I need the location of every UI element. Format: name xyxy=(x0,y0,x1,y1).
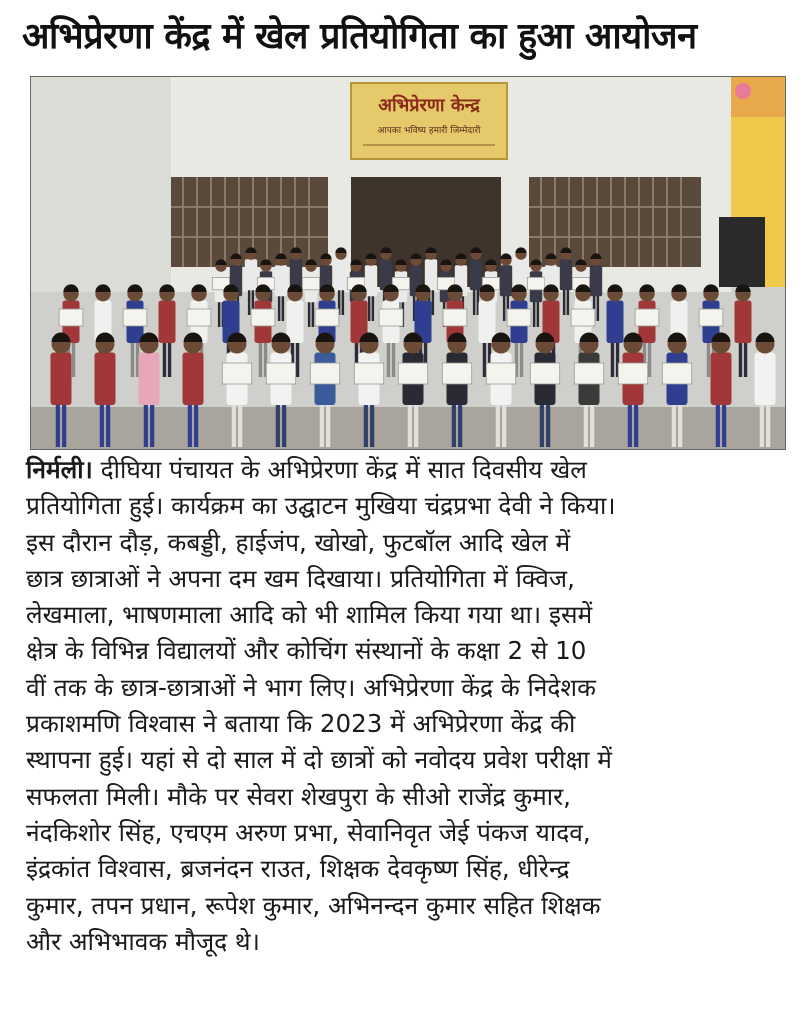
article-line: वीं तक के छात्र-छात्राओं ने भाग लिए। अभिप्रेरणा केंद्र के निदेशक xyxy=(26,672,596,702)
certificate xyxy=(59,309,83,326)
student-body xyxy=(159,301,176,344)
student-body xyxy=(51,353,72,406)
student-leg xyxy=(320,403,324,447)
student-leg xyxy=(483,341,486,377)
article-line: कुमार, तपन प्रधान, रूपेश कुमार, अभिनन्दन कुमार सहित शिक्षक xyxy=(26,890,601,920)
certificate xyxy=(618,363,647,384)
student-leg xyxy=(722,403,726,447)
certificate xyxy=(486,363,515,384)
student-leg xyxy=(452,403,456,447)
student-leg xyxy=(496,403,500,447)
certificate xyxy=(251,309,275,326)
student-leg xyxy=(326,403,330,447)
student-body xyxy=(735,301,752,344)
student-leg xyxy=(150,403,154,447)
student-leg xyxy=(678,403,682,447)
article-line: प्रकाशमणि विश्वास ने बताया कि 2023 में अभिप्रेरणा केंद्र की xyxy=(26,709,576,739)
article-body xyxy=(26,452,778,960)
student-leg xyxy=(282,403,286,447)
student-body xyxy=(560,259,572,290)
student-leg xyxy=(372,295,374,321)
student-leg xyxy=(259,341,262,377)
certificate xyxy=(302,277,319,289)
certificate xyxy=(507,309,531,326)
headline: अभिप्रेरणा केंद्र में खेल प्रतियोगिता का हुआ आयोजन xyxy=(22,16,697,57)
student-leg xyxy=(503,295,505,321)
certificate xyxy=(398,363,427,384)
certificate xyxy=(635,309,659,326)
student-body xyxy=(470,259,482,290)
certificate xyxy=(379,309,403,326)
student-body xyxy=(755,353,776,406)
student-leg xyxy=(520,341,523,377)
student-leg xyxy=(296,341,299,377)
student-leg xyxy=(232,403,236,447)
student-leg xyxy=(760,403,764,447)
window-right xyxy=(529,177,701,267)
student-leg xyxy=(276,403,280,447)
student-leg xyxy=(368,295,370,321)
certificate xyxy=(530,363,559,384)
dateline: निर्मली। xyxy=(26,455,93,484)
student-leg xyxy=(72,341,75,377)
student-body xyxy=(607,301,624,344)
student-leg xyxy=(716,403,720,447)
student-leg xyxy=(282,295,284,321)
student-leg xyxy=(106,403,110,447)
certificate xyxy=(315,309,339,326)
student-leg xyxy=(584,403,588,447)
student-leg xyxy=(739,341,742,377)
certificate xyxy=(571,309,595,326)
student-body xyxy=(365,265,377,296)
student-leg xyxy=(342,289,344,315)
student-leg xyxy=(131,341,134,377)
certificate xyxy=(699,309,723,326)
student-body xyxy=(183,353,204,406)
article-line: क्षेत्र के विभिन्न विद्यालयों और कोचिंग संस्थानों के कक्षा 2 से 10 xyxy=(26,636,587,666)
certificate xyxy=(123,309,147,326)
student-leg xyxy=(387,341,390,377)
student-leg xyxy=(432,289,434,315)
student-body xyxy=(479,301,496,344)
certificate xyxy=(443,309,467,326)
student-leg xyxy=(648,341,651,377)
student-leg xyxy=(634,403,638,447)
certificate xyxy=(266,363,295,384)
article-line: निर्मली। दीघिया पंचायत के अभिप्रेरणा केंद्र में सात दिवसीय खेल xyxy=(26,455,587,484)
certificate xyxy=(222,363,251,384)
student-body xyxy=(590,265,602,296)
student-leg xyxy=(408,403,412,447)
student-leg xyxy=(414,403,418,447)
student-leg xyxy=(537,301,539,327)
article-line: सफलता मिली। मौके पर सेवरा शेखपुरा के सीओ राजेंद्र कुमार, xyxy=(26,781,571,811)
student-body xyxy=(335,259,347,290)
student-leg xyxy=(238,403,242,447)
student-leg xyxy=(590,403,594,447)
student-leg xyxy=(473,289,475,315)
student-leg xyxy=(502,403,506,447)
student-body xyxy=(500,265,512,296)
student-leg xyxy=(597,295,599,321)
student-leg xyxy=(567,289,569,315)
article-line: स्थापना हुई। यहां से दो साल में दो छात्रों को नवोदय प्रवेश परीक्षा में xyxy=(26,745,612,775)
student-body xyxy=(245,259,257,290)
student-leg xyxy=(218,301,220,327)
student-leg xyxy=(194,403,198,447)
article-line: लेखमाला, भाषणमाला आदि को भी शामिल किया गया था। इसमें xyxy=(26,600,593,630)
certificate xyxy=(442,363,471,384)
student-leg xyxy=(100,403,104,447)
student-leg xyxy=(62,403,66,447)
student-leg xyxy=(546,403,550,447)
news-photo xyxy=(30,76,786,450)
left-wall xyxy=(31,77,171,292)
student-body xyxy=(275,265,287,296)
sign-subtitle: आपका भविष्य हमारी जिम्मेदारी xyxy=(377,126,481,136)
student-leg xyxy=(628,403,632,447)
student-leg xyxy=(188,403,192,447)
student-leg xyxy=(611,341,614,377)
student-body xyxy=(139,353,160,406)
student-body xyxy=(287,301,304,344)
article-line: छात्र छात्राओं ने अपना दम खम दिखाया। प्रतियोगिता में क्विज, xyxy=(26,563,575,593)
student-leg xyxy=(144,403,148,447)
student-leg xyxy=(392,341,395,377)
certificate xyxy=(310,363,339,384)
student-leg xyxy=(163,341,166,377)
student-leg xyxy=(278,295,280,321)
student-leg xyxy=(672,403,676,447)
student-leg xyxy=(56,403,60,447)
student-leg xyxy=(707,341,710,377)
student-body xyxy=(711,353,732,406)
student-leg xyxy=(364,403,368,447)
student-leg xyxy=(308,301,310,327)
students-group-photo xyxy=(31,77,785,449)
student-leg xyxy=(744,341,747,377)
student-leg xyxy=(766,403,770,447)
student-leg xyxy=(370,403,374,447)
signboard xyxy=(351,83,507,159)
sign-title: अभिप्रेरणा केन्द्र xyxy=(378,95,480,116)
article-line: नंदकिशोर सिंह, एचएम अरुण प्रभा, सेवानिवृत जेई पंकज यादव, xyxy=(26,817,591,847)
student-leg xyxy=(248,289,250,315)
certificate xyxy=(354,363,383,384)
student-leg xyxy=(533,301,535,327)
certificate xyxy=(662,363,691,384)
certificate xyxy=(527,277,544,289)
student-leg xyxy=(540,403,544,447)
student-leg xyxy=(312,301,314,327)
certificate xyxy=(187,309,211,326)
article-line: प्रतियोगिता हुई। कार्यक्रम का उद्घाटन मुखिया चंद्रप्रभा देवी ने किया। xyxy=(26,491,616,521)
speaker xyxy=(719,217,765,287)
student-leg xyxy=(168,341,171,377)
certificate xyxy=(574,363,603,384)
article-line: इस दौरान दौड़, कबड्डी, हाईजंप, खोखो, फुटबॉल आदि खेल में xyxy=(26,527,571,557)
student-body xyxy=(95,353,116,406)
article-line: इंद्रकांत विश्वास, ब्रजनंदन राउत, शिक्षक देवकृष्ण सिंह, धीरेन्द्र xyxy=(26,854,570,884)
student-leg xyxy=(458,403,462,447)
student-leg xyxy=(563,289,565,315)
article-line: और अभिभावक मौजूद थे। xyxy=(26,926,260,956)
